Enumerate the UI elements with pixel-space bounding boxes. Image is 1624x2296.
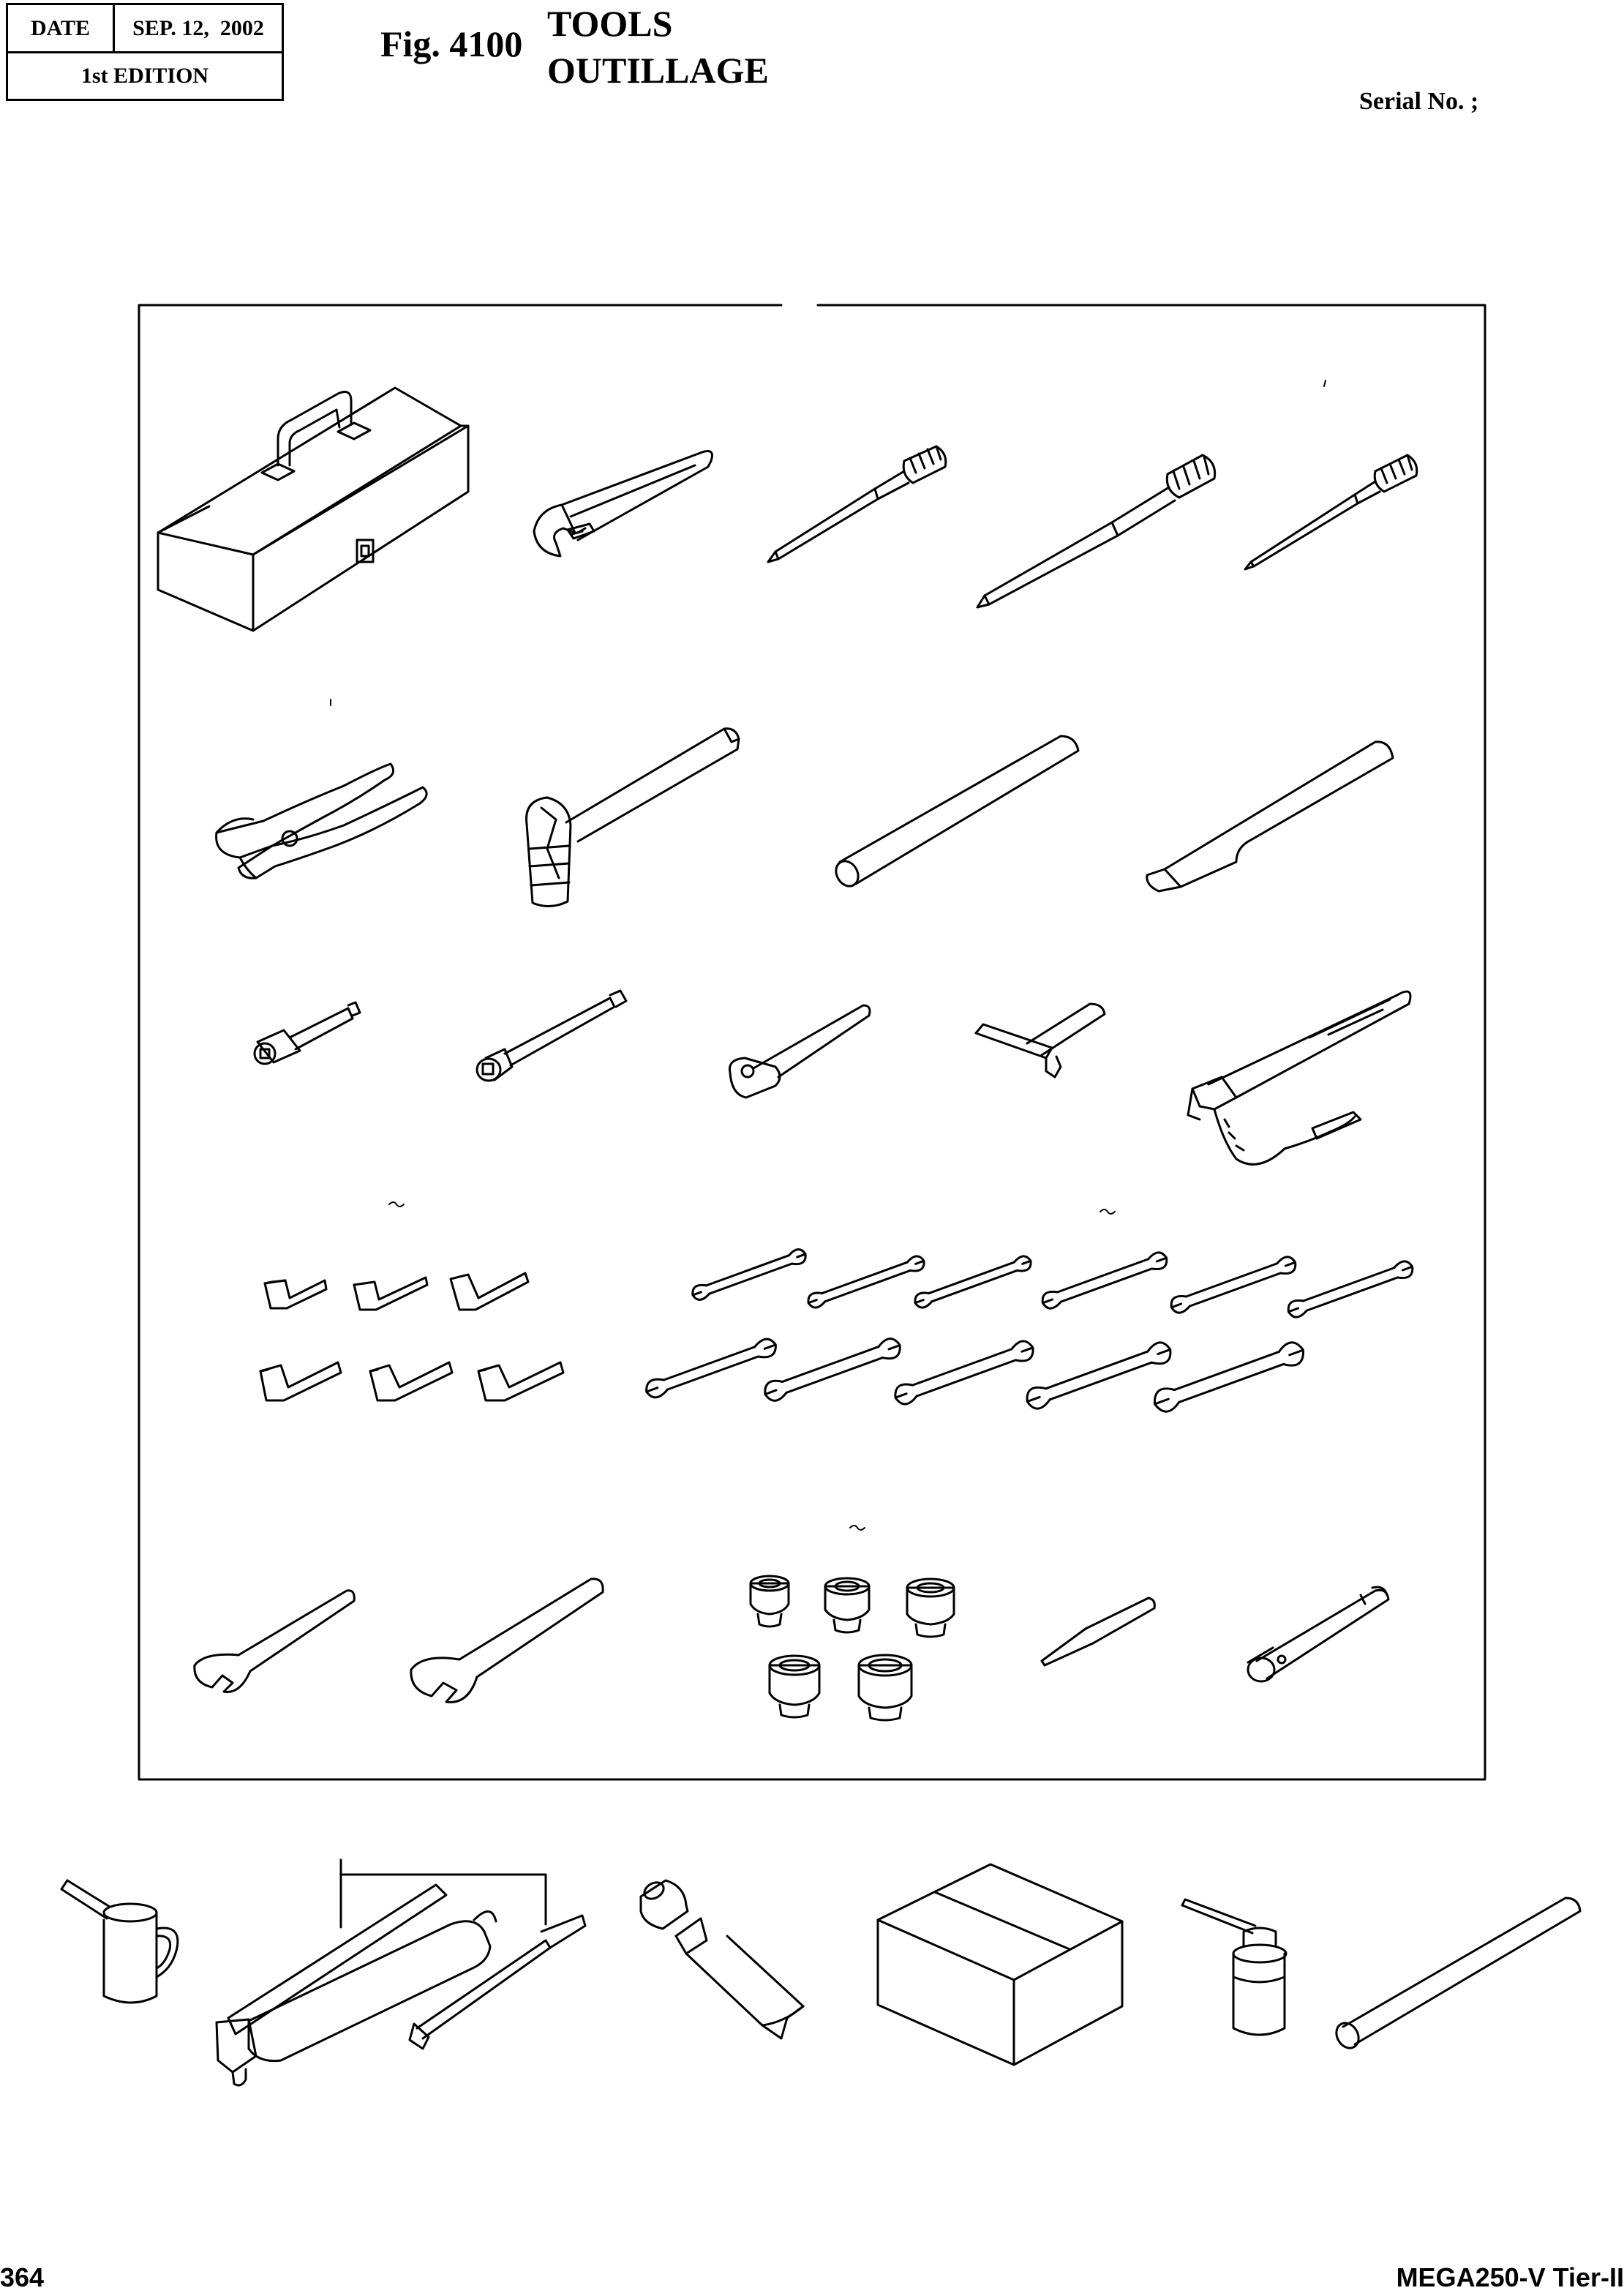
extension-bar-short-icon [255,1002,360,1064]
pliers-icon [217,764,427,878]
pin-punch-icon [1042,1598,1154,1665]
extension-bar-long-icon [477,991,626,1081]
chain-wrench-icon [1188,991,1410,1164]
date-value: SEP. 12, 2002 [132,15,264,40]
hose-coupler-icon [641,1879,803,2038]
figure-number: Fig. 4100 [380,23,523,64]
page-number: 364 [0,2262,45,2292]
grease-gun-icon [217,1860,585,2085]
serial-number-label: Serial No. ; [1359,88,1479,115]
date-label: DATE [8,5,115,51]
tool-box-icon [158,388,468,631]
screwdriver-small-icon [768,446,946,562]
single-open-wrench-small-icon [195,1591,354,1692]
hex-key-set-icon [260,1273,563,1400]
title-english: TOOLS [547,3,673,44]
t-handle-icon [976,1004,1105,1077]
ratchet-handle-icon [729,1005,870,1098]
edition-label: 1st EDITION [80,64,209,88]
socket-set-icon [751,1576,954,1720]
parts-box-icon [878,1864,1122,2065]
screwdriver-thin-icon [1245,455,1417,569]
box-socket-wrench-icon [1248,1587,1388,1681]
hammer-icon [527,729,739,907]
title-french: OUTILLAGE [547,50,769,91]
pipe-icon [1332,1898,1580,2052]
model-name: MEGA250-V Tier-II [1396,2262,1624,2292]
bar-icon [832,736,1078,890]
double-open-wrench-set-icon [644,1248,1416,1415]
adjustable-wrench-icon [534,451,713,557]
screwdriver-large-icon [977,455,1215,607]
single-open-wrench-large-icon [411,1579,603,1703]
tool-kit-frame [139,305,1485,1779]
oil-can-icon [61,1880,178,2003]
oil-bottle-icon [1182,1899,1286,2035]
range-marks [331,380,1326,1530]
bar-flat-end-icon [1147,742,1393,891]
